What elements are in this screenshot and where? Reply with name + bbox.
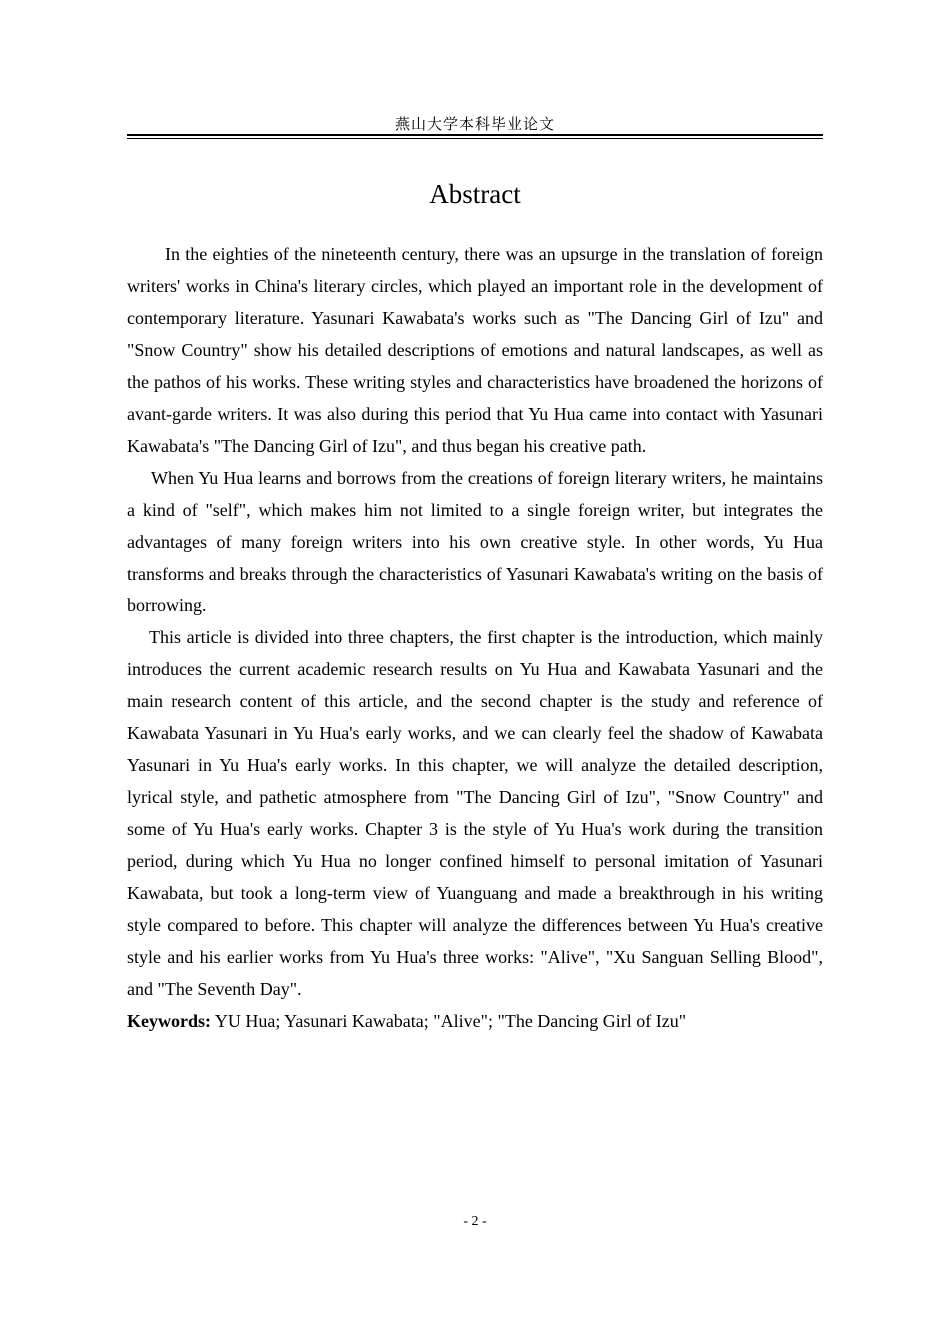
abstract-paragraph-2: When Yu Hua learns and borrows from the creations of foreign literary writers, he maintains a kind of "self", which makes him not limited to a single foreign writer, but integrates the advantages of many foreign writers into his own creative style. In other words, Yu Hua transforms and breaks through the characteristics of Yasunari Kawabata's writing on the basis of borrowing.: [127, 467, 823, 616]
header-rule-thick: [127, 134, 823, 136]
page-number: - 2 -: [463, 1214, 487, 1229]
abstract-paragraph-3: This article is divided into three chapters, the first chapter is the introduction, which mainly introduces the current academic research results on Yu Hua and Kawabata Yasunari and the main research content of this article, and the second chapter is the study and reference of Kawabata Yasunari in Yu Hua's early works, and we can clearly feel the shadow of Kawabata Yasunari in Yu Hua's early works. In this chapter, we will analyze the detailed description, lyrical style, and pathetic atmosphere from "The Dancing Girl of Izu", "Snow Country" and some of Yu Hua's early works. Chapter 3 is the style of Yu Hua's work during the transition period, during which Yu Hua no longer confined himself to personal imitation of Yasunari Kawabata, but took a long-term view of Yuanguang and made a breakthrough in his writing style compared to before. This chapter will analyze the differences between Yu Hua's creative style and his earlier works from Yu Hua's three works: "Alive", "Xu Sanguan Selling Blood", and "The Seventh Day".: [127, 627, 823, 999]
abstract-body: [127, 239, 823, 1038]
keywords-label: Keywords:: [127, 1010, 211, 1031]
keywords-text: YU Hua; Yasunari Kawabata; "Alive"; "The Dancing Girl of Izu": [211, 1010, 687, 1031]
abstract-paragraph-1: In the eighties of the nineteenth century, there was an upsurge in the translation of foreign writers' works in China's literary circles, which played an important role in the development of contemporary literature. Yasunari Kawabata's works such as "The Dancing Girl of Izu" and "Snow Country" show his detailed descriptions of emotions and natural landscapes, as well as the pathos of his works. These writing styles and characteristics have broadened the horizons of avant-garde writers. It was also during this period that Yu Hua came into contact with Yasunari Kawabata's "The Dancing Girl of Izu", and thus began his creative path.: [127, 244, 823, 456]
keywords-line: [127, 1006, 823, 1038]
page-title: Abstract: [429, 179, 521, 209]
header-rule-thin: [127, 138, 823, 139]
running-header: 燕山大学本科毕业论文: [394, 115, 555, 133]
